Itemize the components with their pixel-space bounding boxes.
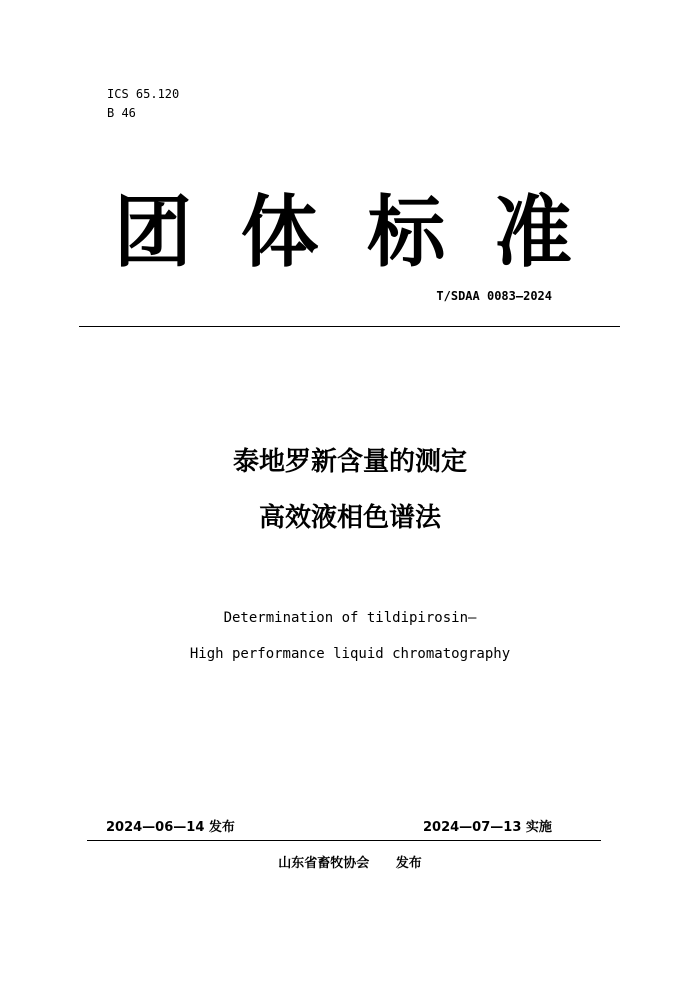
classification-code: B 46	[107, 106, 136, 120]
main-title-char-3: 标	[367, 187, 446, 278]
publish-date: 2024—06—14 发布	[106, 820, 235, 835]
bottom-divider	[87, 840, 601, 841]
title-en-line-1: Determination of tildipirosin—	[223, 610, 477, 626]
publisher-action: 发布	[395, 856, 422, 871]
top-divider	[79, 326, 620, 327]
publisher-org: 山东省畜牧协会	[278, 856, 370, 871]
standard-number: T/SDAA 0083—2024	[436, 289, 552, 303]
main-title	[108, 185, 578, 281]
main-title-char-2: 体	[240, 187, 319, 278]
ics-code: ICS 65.120	[107, 87, 180, 101]
title-en-line-2: High performance liquid chromatography	[189, 646, 511, 662]
title-cn-line-1: 泰地罗新含量的测定	[232, 447, 467, 477]
publisher	[0, 855, 700, 873]
implement-date: 2024—07—13 实施	[423, 820, 552, 835]
title-cn-line-2: 高效液相色谱法	[258, 503, 441, 533]
main-title-char-1: 团	[113, 187, 192, 278]
main-title-char-4: 准	[493, 187, 572, 278]
